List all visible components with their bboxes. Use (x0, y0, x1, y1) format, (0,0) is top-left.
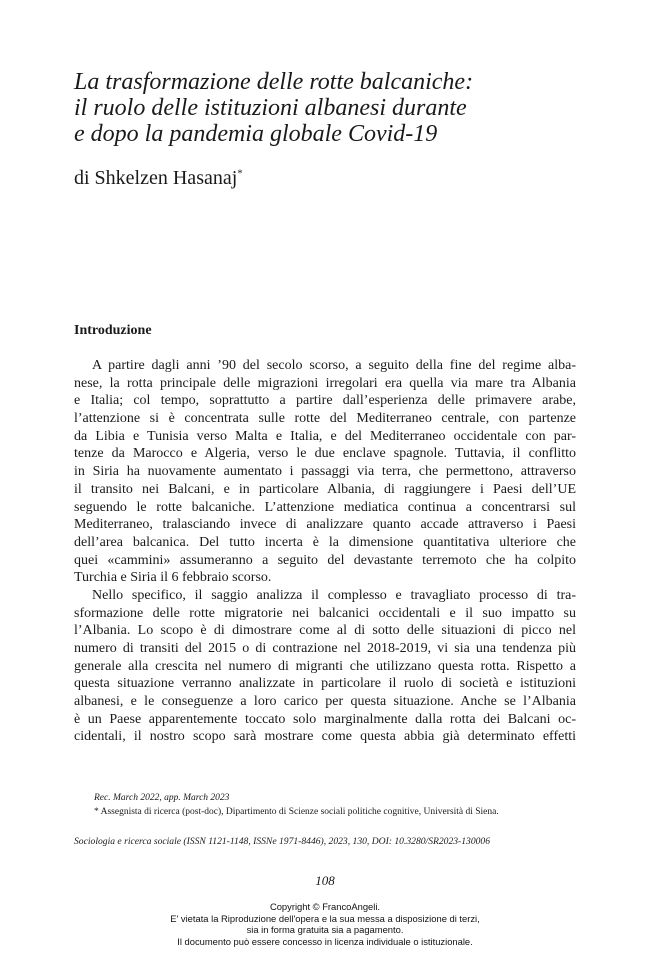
body-line: questa situazione verranno analizzate in particolare il ruolo di società e istituzioni (74, 676, 576, 692)
body-line: il transito nei Balcani, e in particolare Albania, di raggiungere i Paesi dell’UE (74, 481, 576, 497)
copyright-line: Il documento può essere concesso in licenza individuale o istituzionale. (177, 935, 473, 947)
copyright-line: E' vietata la Riproduzione dell'opera e la sua messa a disposizione di terzi, (170, 912, 480, 924)
body-line: seguendo le rotte balcaniche. L’attenzione mediatica continua a concentrarsi sul (74, 499, 576, 515)
section-heading: Introduzione (74, 323, 152, 338)
body-line: e Italia; col tempo, soprattutto a partire dall’esperienza delle primavere arabe, (74, 393, 576, 409)
body-line: cidentali, il nostro scopo sarà mostrare come questa abbia già determinato effetti (74, 729, 576, 745)
title-line-2: il ruolo delle istituzioni albanesi durante (74, 95, 467, 121)
title-line-3: e dopo la pandemia globale Covid-19 (74, 121, 438, 147)
body-line: sformazione delle rotte migratorie nei balcanici occidentali e il suo impatto su (74, 605, 576, 621)
body-line: A partire dagli anni ’90 del secolo scorso, a seguito della fine del regime alba- (92, 358, 576, 373)
copyright-line: sia in forma gratuita sia a pagamento. (246, 924, 404, 936)
body-line: da Libia e Tunisia verso Malta e Italia, e del Mediterraneo occidentale con par- (74, 428, 576, 444)
body-line: dell’area balcanica. Del tutto incerta è la dimensione quantitativa ulteriore che (74, 534, 576, 550)
body-line: l’attenzione si è concentrata sulle rotte del Mediterraneo centrale, con partenze (74, 411, 576, 427)
body-line: l’Albania. Lo scopo è di dimostrare come al di sotto delle situazioni di picco nel (74, 623, 576, 639)
copyright-notice (0, 901, 650, 947)
copyright-line: Copyright © FrancoAngeli. (269, 901, 381, 912)
author-byline (74, 166, 243, 190)
body-line: generale alla crescita nel numero di migranti che utilizzano questa rotta. Rispetto a (74, 658, 576, 674)
author-name: di Shkelzen Hasanaj (74, 167, 238, 189)
journal-reference: Sociologia e ricerca sociale (ISSN 1121-1148, ISSNe 1971-8446), 2023, 130, DOI: 10.3280/SR2023-130006 (74, 836, 491, 847)
body-line: è un Paese apparentemente toccato solo marginalmente dalla rotta dei Balcani oc- (74, 711, 576, 727)
body-line: quei «cammini» assumeranno a seguito del devastante terremoto che ha colpito (74, 552, 576, 568)
received-date-note: Rec. March 2022, app. March 2023 (94, 793, 230, 803)
body-line: Mediterraneo, tralasciando invece di analizzare quanto accade attraverso i Paesi (74, 517, 576, 533)
body-line: albanesi, e le conseguenze a loro carico per questa situazione. Anche se l’Albania (74, 694, 576, 710)
body-line: in Siria ha nuovamente aumentato i passaggi via terra, che permettono, attraverso (74, 464, 576, 480)
body-line: Nello specifico, il saggio analizza il complesso e travagliato processo di tra- (92, 587, 576, 603)
footnotes (94, 791, 584, 819)
body-line: tenze da Marocco e Algeria, verso le due enclave spagnole. Tuttavia, il conflitto (74, 446, 576, 462)
body-text (74, 357, 576, 746)
body-line: Turchia e Siria il 6 febbraio scorso. (74, 570, 272, 586)
title-line-1: La trasformazione delle rotte balcaniche: (74, 69, 474, 95)
body-line: nese, la rotta principale delle migrazioni irregolari era quella via mare tra Albania (74, 375, 576, 391)
page-number: 108 (315, 873, 335, 888)
author-affiliation-footnote: * Assegnista di ricerca (post-doc), Dipartimento di Scienze sociali politiche cognitive, Università di Siena. (94, 807, 499, 817)
author-footnote-mark: * (237, 167, 243, 180)
article-title (74, 69, 594, 147)
body-line: numero di transiti del 2015 o di contrazione nel 2018-2019, vi sia una tendenza più (74, 641, 576, 656)
